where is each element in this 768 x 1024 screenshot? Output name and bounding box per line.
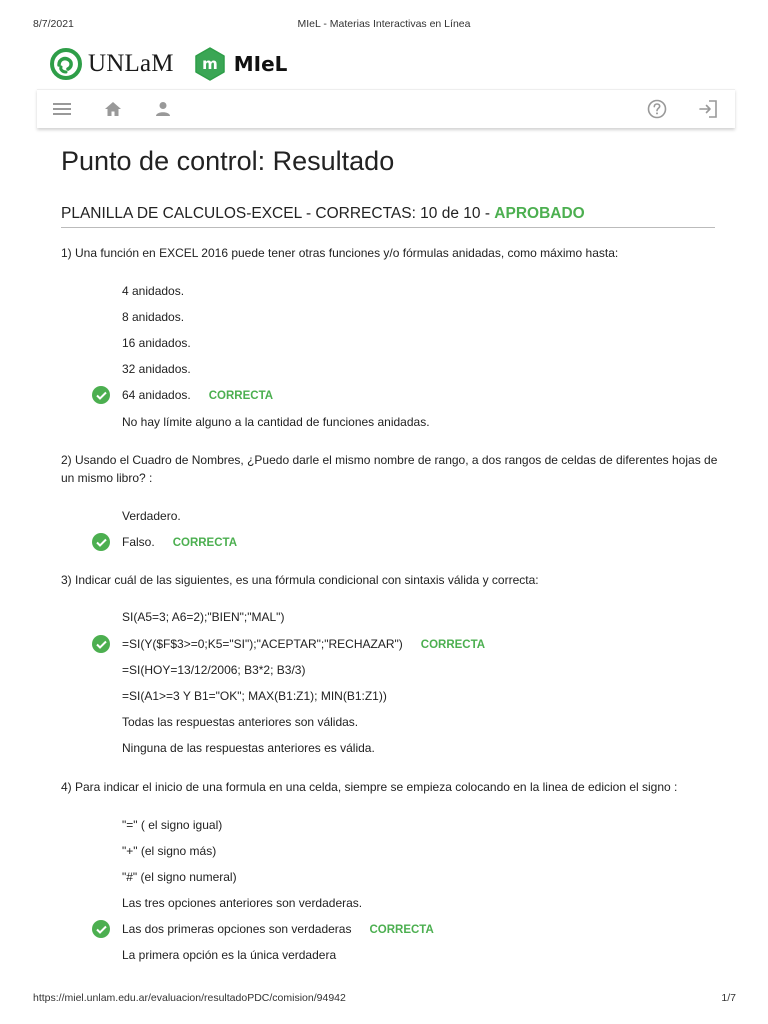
print-page-number: 1/7 [721, 992, 736, 1004]
miel-wordmark: MIeL [233, 52, 288, 76]
q4-option-3: "#" (el signo numeral) [122, 870, 237, 884]
correct-check-icon [92, 386, 110, 404]
exam-summary [61, 205, 715, 228]
miel-hexagon-icon [194, 47, 226, 81]
q1-option-4: 32 anidados. [122, 362, 191, 376]
q3-option-5: Todas las respuestas anteriores son válidas. [122, 715, 359, 729]
q1-option-6: No hay límite alguno a la cantidad de funciones anidadas. [122, 415, 430, 429]
home-icon[interactable] [102, 98, 124, 120]
question-2: 2) Usando el Cuadro de Nombres, ¿Puedo darle el mismo nombre de rango, a dos rangos de celdas de diferentes hojas de un mismo libro? : [61, 453, 718, 485]
print-date: 8/7/2021 [33, 18, 74, 30]
q1-option-5 [122, 387, 273, 404]
q2-option-1: Verdadero. [122, 509, 181, 523]
q1-option-2: 8 anidados. [122, 310, 185, 324]
print-title: MIeL - Materias Interactivas en Línea [297, 18, 471, 30]
question-3: 3) Indicar cuál de las siguientes, es una fórmula condicional con sintaxis válida y correcta: [61, 573, 539, 587]
correct-label: CORRECTA [369, 924, 434, 936]
q3-option-2 [122, 636, 485, 653]
logout-icon[interactable] [697, 98, 719, 120]
print-header [0, 15, 768, 33]
unlam-logo-icon [50, 48, 82, 80]
q3-option-1: SI(A5=3; A6=2);"BIEN";"MAL") [122, 610, 285, 624]
correct-label: CORRECTA [420, 639, 486, 651]
help-icon[interactable] [646, 98, 668, 120]
print-footer [0, 992, 768, 1008]
q4-option-6: La primera opción es la única verdadera [122, 948, 337, 962]
q4-option-4: Las tres opciones anteriores son verdaderas. [122, 896, 363, 910]
unlam-wordmark: UNLaM [88, 50, 174, 77]
q4-option-1: "=" ( el signo igual) [122, 818, 223, 832]
q3-option-3: =SI(HOY=13/12/2006; B3*2; B3/3) [122, 663, 306, 677]
question-1: 1) Una función en EXCEL 2016 puede tener otras funciones y/o fórmulas anidadas, como máximo hasta: [61, 246, 619, 260]
print-url: https://miel.unlam.edu.ar/evaluacion/resultadoPDC/comision/94942 [33, 992, 346, 1004]
correct-check-icon [92, 533, 110, 551]
q4-option-2: "+" (el signo más) [122, 844, 217, 858]
menu-icon[interactable] [51, 98, 73, 120]
page-title: Punto de control: Resultado [61, 146, 395, 176]
exam-summary-text: PLANILLA DE CALCULOS-EXCEL - CORRECTAS: 10 de 10 - [61, 205, 495, 222]
brand-bar [50, 42, 287, 86]
unlam-logo[interactable] [50, 48, 174, 80]
top-navbar [37, 89, 735, 128]
correct-label: CORRECTA [208, 390, 274, 402]
correct-label: CORRECTA [172, 537, 237, 549]
status-badge: APROBADO [494, 205, 585, 222]
q1-option-5-text: 64 anidados. [122, 388, 191, 402]
q4-option-5-text: Las dos primeras opciones son verdaderas [122, 922, 352, 936]
q3-option-2-text: =SI(Y($F$3>=0;K5="SI");"ACEPTAR";"RECHAZAR") [122, 637, 403, 651]
correct-check-icon [92, 635, 110, 653]
user-icon[interactable] [152, 98, 174, 120]
q3-option-6: Ninguna de las respuestas anteriores es válida. [122, 741, 375, 755]
q3-option-4: =SI(A1>=3 Y B1="OK"; MAX(B1:Z1); MIN(B1:Z1)) [122, 689, 387, 703]
q1-option-1: 4 anidados. [122, 284, 185, 298]
q4-option-5 [122, 921, 434, 938]
question-4: 4) Para indicar el inicio de una formula en una celda, siempre se empieza colocando en la linea de edicion el signo : [61, 780, 678, 794]
q2-option-2 [122, 534, 237, 551]
q1-option-3: 16 anidados. [122, 336, 191, 350]
q2-option-2-text: Falso. [122, 535, 155, 549]
miel-mark: m [201, 55, 218, 73]
correct-check-icon [92, 920, 110, 938]
miel-logo[interactable] [194, 47, 288, 81]
